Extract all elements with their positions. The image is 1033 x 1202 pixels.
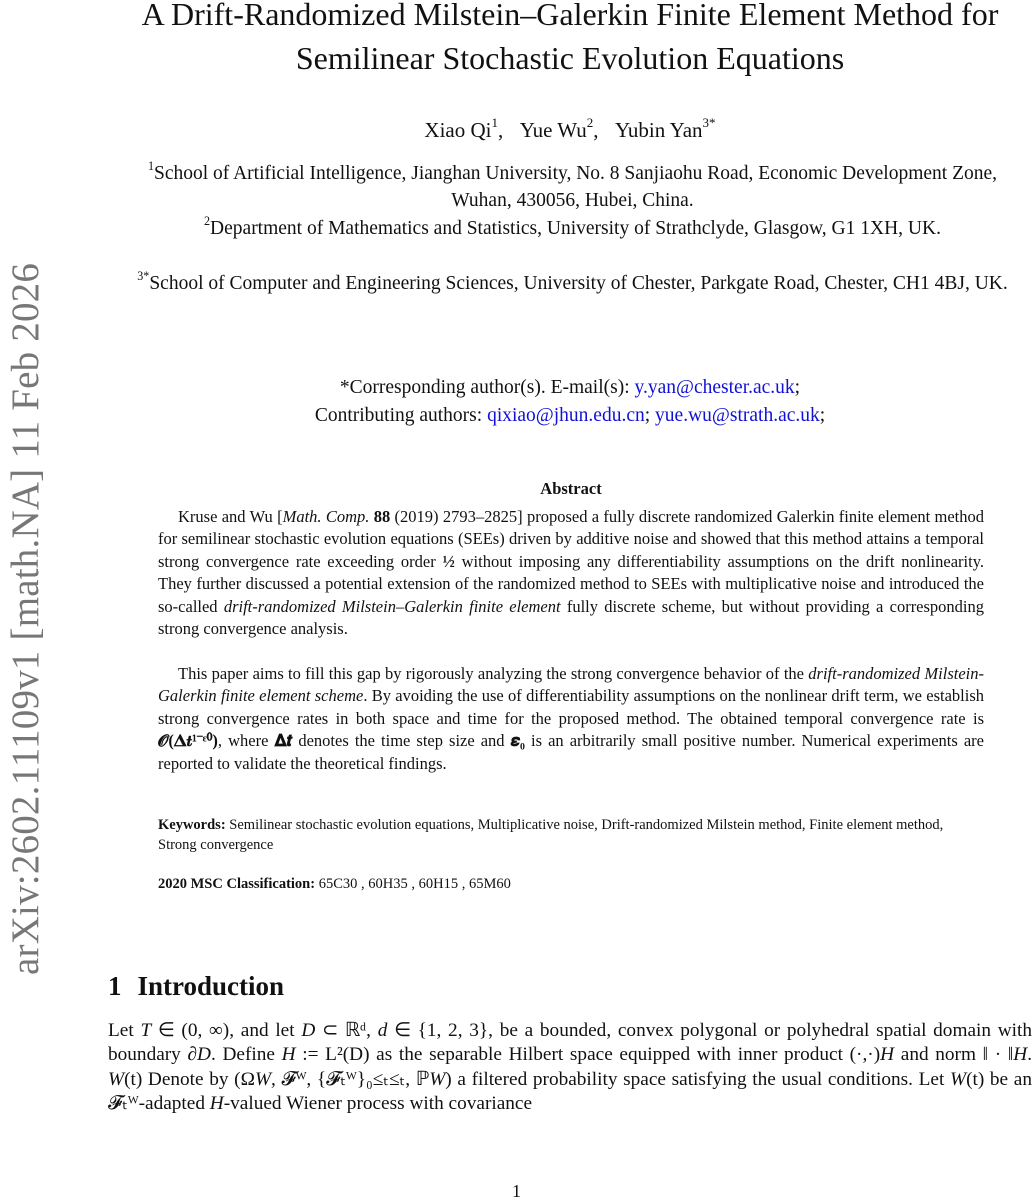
intro-text: (t) Denote by (Ω	[124, 1068, 255, 1090]
math-symbol: W	[950, 1068, 967, 1090]
corresponding-line: *Corresponding author(s). E-mail(s): y.yan@chester.ac.uk;	[339, 377, 801, 398]
math-symbol: D	[301, 1020, 316, 1041]
journal-volume: 88	[373, 507, 391, 526]
corresponding-email-link[interactable]: y.yan@chester.ac.uk	[634, 377, 795, 398]
keywords-label: Keywords:	[158, 817, 226, 833]
intro-text: -valued Wiener process with covariance	[223, 1092, 533, 1114]
affiliation-2	[135, 215, 1010, 242]
msc-block	[158, 874, 984, 894]
affiliation-mark: 1	[147, 158, 155, 173]
intro-text: . Define	[210, 1044, 282, 1066]
section-heading	[108, 968, 284, 1004]
page-number: 1	[512, 1181, 521, 1201]
abstract-text: , where	[217, 731, 275, 751]
affiliation-3	[135, 270, 1010, 297]
abstract-text: denotes the time step size and	[292, 731, 511, 751]
keywords-text: Semilinear stochastic evolution equations, Multiplicative noise, Drift-randomized Milstein method, Finite element method, Strong convergence	[158, 817, 944, 853]
msc-text: 65C30 , 60H35 , 60H15 , 65M60	[318, 876, 511, 892]
math-symbol: W	[254, 1068, 271, 1090]
scheme-name: drift-randomized Milstein–Galerkin finite element	[223, 596, 561, 616]
contributing-email-link[interactable]: qixiao@jhun.edu.cn	[487, 405, 645, 426]
abstract-text: This paper aims to fill this gap by rigorously analyzing the strong convergence behavior of the	[178, 664, 809, 683]
math-symbol: H	[209, 1092, 224, 1114]
abstract-paragraph-2	[158, 663, 984, 775]
author-mark: 3*	[702, 115, 716, 131]
math-symbol: D	[197, 1044, 211, 1066]
convergence-rate: 𝓞(𝚫𝒕¹⁻ᵋ⁰)	[158, 731, 218, 751]
intro-text: ∈ (0, ∞), and let	[151, 1020, 302, 1041]
abstract-heading: Abstract	[540, 479, 602, 498]
epsilon-symbol: 𝜺₀	[510, 731, 525, 751]
section-title: Introduction	[137, 971, 285, 1001]
math-symbol: H	[880, 1044, 895, 1066]
intro-text: , 𝓕ᵂ, {𝓕ₜᵂ}₀≤ₜ≤ₜ, ℙ	[271, 1068, 430, 1090]
intro-text: ⊂ ℝᵈ,	[315, 1020, 378, 1041]
math-symbol: W	[429, 1068, 446, 1090]
author-mark: 1	[491, 115, 499, 131]
intro-text: (t) be an 𝓕ₜᵂ-adapted	[108, 1068, 1032, 1114]
author-list	[130, 115, 1010, 145]
author-separator: ,	[593, 118, 599, 142]
affiliation-mark: 3*	[137, 268, 150, 283]
intro-text: ∈ {1, 2, 3}, be a bounded, convex polygonal or polyhedral spatial domain with boundary ∂	[108, 1020, 1033, 1066]
abstract-text: Kruse and Wu [	[178, 507, 283, 526]
arxiv-identifier: arXiv:2602.11109v1 [math.NA] 11 Feb 2026	[4, 262, 47, 975]
abstract-text: (2019) 2793–2825] proposed a fully discrete randomized Galerkin finite element method for semilinear stochastic evolution equations (SEEs) driven by additive noise and showed that this method attains a temporal strong convergence rate exceeding order	[158, 507, 984, 571]
contributing-label: Contributing authors:	[314, 405, 483, 426]
intro-paragraph	[108, 1019, 1032, 1116]
order-fraction: ½	[442, 551, 455, 571]
intro-text: := L²(D) as the separable Hilbert space equipped with inner product (·,·)	[295, 1044, 881, 1066]
math-symbol: T	[140, 1020, 152, 1041]
author-mark: 2	[586, 115, 594, 131]
abstract-text: . By avoiding the use of differentiability assumptions on the nonlinear drift term, we establish strong convergence rates in both space and time for the proposed method. The obtained temporal convergence rate is	[158, 686, 984, 728]
author-separator: ,	[498, 118, 504, 142]
math-symbol: H	[281, 1044, 296, 1066]
affiliation-text: School of Artificial Intelligence, Jianghan University, No. 8 Sanjiaohu Road, Economic Development Zone, Wuhan, 430056, Hubei, China.	[154, 163, 998, 211]
abstract-paragraph-1	[158, 506, 984, 640]
affiliation-1	[135, 160, 1010, 214]
msc-label: 2020 MSC Classification:	[158, 876, 316, 892]
intro-text: .	[1027, 1044, 1033, 1066]
author-name: Yue Wu	[519, 118, 587, 142]
abstract-text: without imposing any differentiability assumptions on the drift nonlinearity. They further discussed a potential extension of the randomized method to SEEs with multiplicative noise and introduced the so-called	[158, 551, 984, 616]
intro-text: ) a filtered probability space satisfying the usual conditions. Let	[445, 1068, 950, 1090]
affiliation-text: School of Computer and Engineering Sciences, University of Chester, Parkgate Road, Chester, CH1 4BJ, UK.	[149, 273, 1008, 294]
intro-text: Let	[108, 1020, 141, 1041]
paper-title: A Drift-Randomized Milstein–Galerkin Finite Element Method for Semilinear Stochastic Evolution Equations	[141, 0, 999, 76]
math-symbol: W	[108, 1068, 125, 1090]
author-name: Xiao Qi	[424, 118, 492, 142]
abstract-text: is an arbitrarily small positive number. Numerical experiments are reported to validate the theoretical findings.	[158, 731, 985, 773]
abstract-text: fully discrete scheme, but without providing a corresponding strong convergence analysis.	[158, 596, 985, 639]
affiliation-mark: 2	[204, 213, 211, 228]
affiliation-text: Department of Mathematics and Statistics, University of Strathclyde, Glasgow, G1 1XH, UK.	[210, 218, 941, 239]
contributing-email-link[interactable]: yue.wu@strath.ac.uk	[655, 405, 820, 426]
intro-text: and norm ‖ · ‖	[894, 1044, 1014, 1066]
journal-name: Math. Comp.	[282, 507, 370, 526]
contributing-line: Contributing authors: qixiao@jhun.edu.cn; yue.wu@strath.ac.uk;	[314, 405, 826, 426]
author-name: Yubin Yan	[615, 118, 703, 142]
scheme-name: drift-randomized Milstein-Galerkin finite element scheme	[158, 664, 985, 706]
section-number: 1	[108, 971, 122, 1001]
time-step-symbol: 𝚫𝒕	[274, 731, 293, 751]
corresponding-label: *Corresponding author(s). E-mail(s):	[339, 377, 630, 398]
keywords-block	[158, 815, 984, 855]
math-symbol: d	[377, 1020, 388, 1041]
math-symbol: H	[1013, 1044, 1028, 1066]
